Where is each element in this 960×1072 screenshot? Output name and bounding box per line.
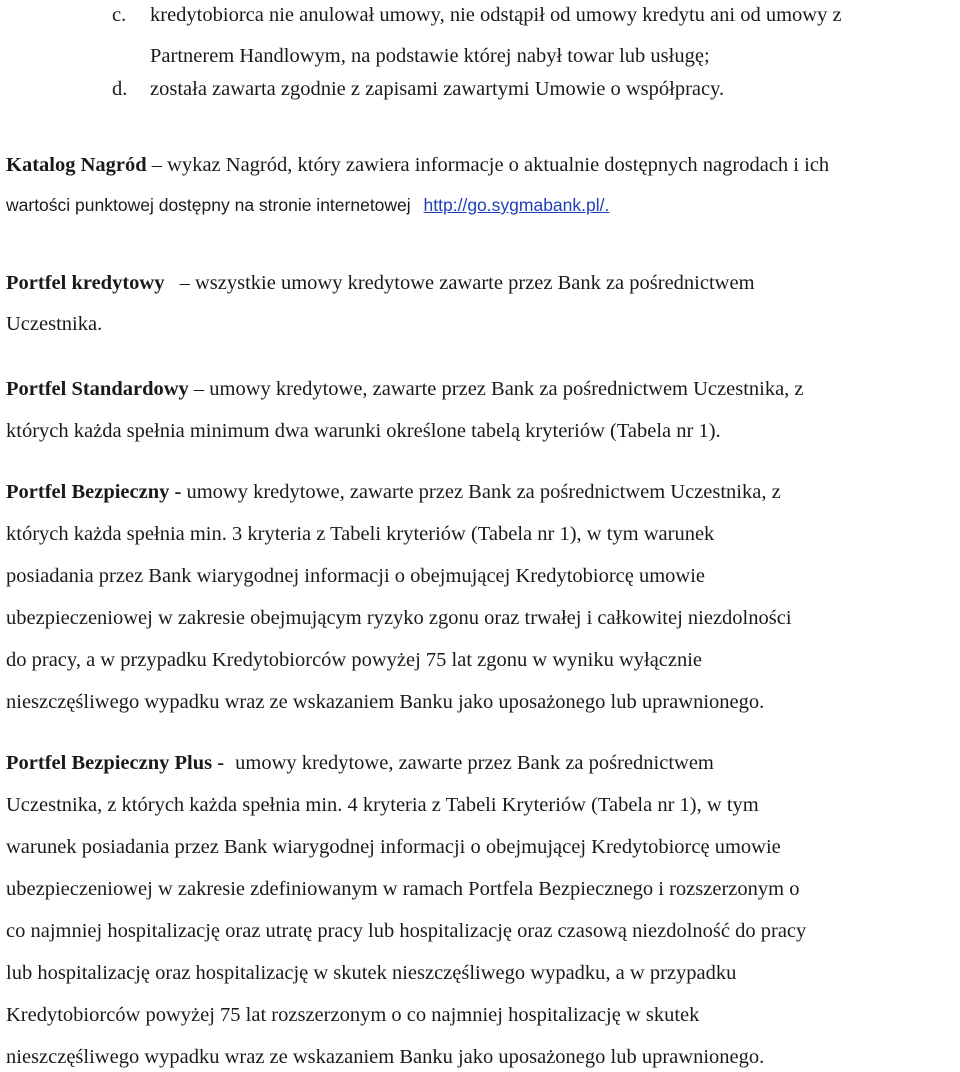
definition-text: wartości punktowej dostępny na stronie internetowej xyxy=(6,195,411,215)
portfel-bezpieczny-plus-line4: ubezpieczeniowej w zakresie zdefiniowanym w ramach Portfela Bezpiecznego i rozszerzonym o xyxy=(6,878,800,900)
portfel-bezpieczny-plus-line3: warunek posiadania przez Bank wiarygodnej informacji o obejmującej Kredytobiorcę umowie xyxy=(6,836,781,858)
list-item-c-line2: Partnerem Handlowym, na podstawie której nabył towar lub usługę; xyxy=(150,45,710,67)
portfel-bezpieczny-line3: posiadania przez Bank wiarygodnej informacji o obejmującej Kredytobiorcę umowie xyxy=(6,565,706,587)
list-item-c-line1: kredytobiorca nie anulował umowy, nie odstąpił od umowy kredytu ani od umowy z xyxy=(150,4,842,26)
term-portfel-bezpieczny-plus: Portfel Bezpieczny Plus - xyxy=(6,752,225,774)
definition-katalog-nagrod xyxy=(6,155,829,176)
definition-text: – umowy kredytowe, zawarte przez Bank za pośrednictwem Uczestnika, z xyxy=(193,378,804,400)
portfel-bezpieczny-line5: do pracy, a w przypadku Kredytobiorców powyżej 75 lat zgonu w wyniku wyłącznie xyxy=(6,649,703,671)
definition-portfel-bezpieczny-plus xyxy=(6,753,714,774)
definition-portfel-kredytowy xyxy=(6,273,755,294)
list-marker-c: c. xyxy=(112,4,127,26)
definition-text: umowy kredytowe, zawarte przez Bank za pośrednictwem xyxy=(235,752,714,774)
portfel-bezpieczny-plus-line5: co najmniej hospitalizację oraz utratę pracy lub hospitalizację oraz czasową niezdolność do pracy xyxy=(6,920,807,942)
portfel-bezpieczny-plus-line6: lub hospitalizację oraz hospitalizację w skutek nieszczęśliwego wypadku, a w przypadku xyxy=(6,962,737,984)
portfel-bezpieczny-line2: których każda spełnia min. 3 kryteria z Tabeli kryteriów (Tabela nr 1), w tym warunek xyxy=(6,523,715,545)
katalog-line2 xyxy=(6,197,609,215)
definition-portfel-standardowy xyxy=(6,379,804,400)
portfel-standardowy-line2: których każda spełnia minimum dwa warunki określone tabelą kryteriów (Tabela nr 1). xyxy=(6,420,721,442)
portfel-bezpieczny-plus-line8: nieszczęśliwego wypadku wraz ze wskazaniem Banku jako uposażonego lub uprawnionego. xyxy=(6,1046,765,1068)
definition-text: – wykaz Nagród, który zawiera informacje o aktualnie dostępnych nagrodach i ich xyxy=(151,154,830,176)
definition-text: – wszystkie umowy kredytowe zawarte przez Bank za pośrednictwem xyxy=(179,272,755,294)
portfel-kredytowy-line2: Uczestnika. xyxy=(6,313,103,335)
portfel-bezpieczny-line4: ubezpieczeniowej w zakresie obejmującym ryzyko zgonu oraz trwałej i całkowitej niezdolności xyxy=(6,607,792,629)
portfel-bezpieczny-line6: nieszczęśliwego wypadku wraz ze wskazaniem Banku jako uposażonego lub uprawnionego. xyxy=(6,691,765,713)
list-item-d-line1: została zawarta zgodnie z zapisami zawartymi Umowie o współpracy. xyxy=(150,78,725,100)
term-portfel-standardowy: Portfel Standardowy xyxy=(6,378,189,400)
term-portfel-bezpieczny: Portfel Bezpieczny - xyxy=(6,481,182,503)
definition-text: umowy kredytowe, zawarte przez Bank za pośrednictwem Uczestnika, z xyxy=(186,481,781,503)
portfel-bezpieczny-plus-line2: Uczestnika, z których każda spełnia min. 4 kryteria z Tabeli Kryteriów (Tabela nr 1), w tym xyxy=(6,794,759,816)
term-katalog-nagrod: Katalog Nagród xyxy=(6,154,147,176)
term-portfel-kredytowy: Portfel kredytowy xyxy=(6,272,165,294)
definition-portfel-bezpieczny xyxy=(6,482,781,503)
sygmabank-link[interactable]: http://go.sygmabank.pl/. xyxy=(423,195,610,215)
list-marker-d: d. xyxy=(112,78,128,100)
portfel-bezpieczny-plus-line7: Kredytobiorców powyżej 75 lat rozszerzonym o co najmniej hospitalizację w skutek xyxy=(6,1004,700,1026)
